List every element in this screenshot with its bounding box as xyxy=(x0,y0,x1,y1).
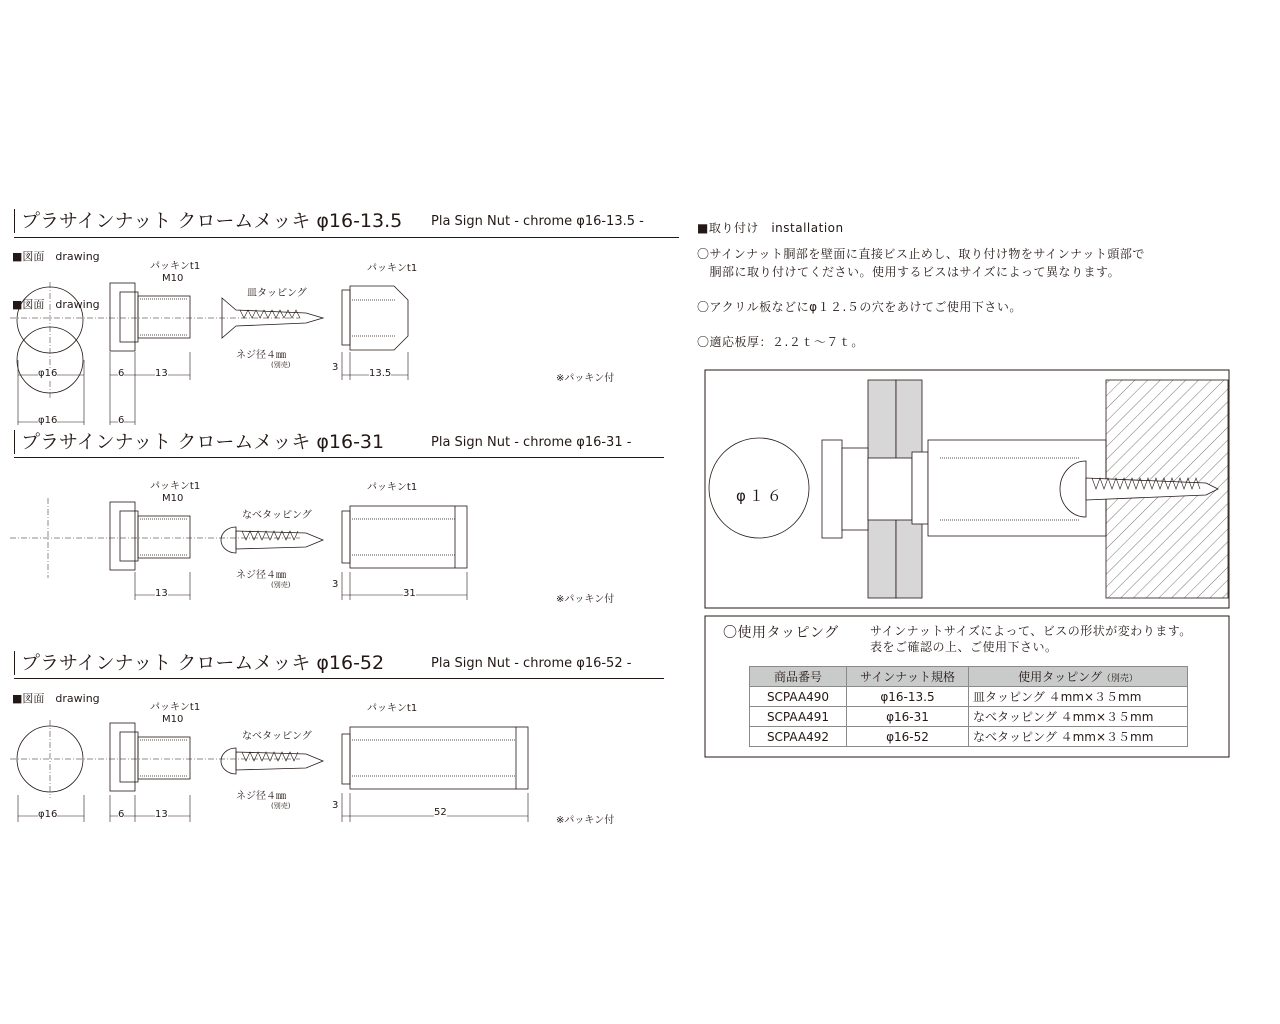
s1-dim-phi: φ16 xyxy=(38,368,58,379)
tapping-desc1: サインナットサイズによって、ビスの形状が変わります。 xyxy=(870,624,1192,638)
col-header-tapping xyxy=(969,667,1188,687)
s1-side-view xyxy=(110,283,190,351)
s3-screw-name: なべタッピング xyxy=(242,731,312,742)
s1-dim-len: 13.5 xyxy=(369,368,392,379)
s2-screw-dia: ネジ径４㎜ xyxy=(236,570,286,581)
section1-title-en: Pla Sign Nut - chrome φ16-13.5 - xyxy=(431,214,644,229)
s1-screw-name: 皿タッピング xyxy=(247,288,307,299)
installation-line2: 胴部に取り付けてください。使用するビスはサイズによって異なります。 xyxy=(697,265,1121,279)
section1-underline xyxy=(14,237,679,238)
s3-packing-right: パッキンt1 xyxy=(367,703,418,714)
section3-drawing-label: ■図面 drawing xyxy=(12,692,100,705)
col-header-note: （別売） xyxy=(1101,674,1138,684)
section2-drawing xyxy=(10,498,467,600)
s2-dim-len: 31 xyxy=(403,588,416,599)
s2-packing-left: パッキンt1 xyxy=(150,481,201,492)
cell-tapping: なべタッピング ４mm×３５mm xyxy=(969,727,1188,747)
table-row xyxy=(750,687,1188,707)
cell-tapping: なべタッピング ４mm×３５mm xyxy=(969,707,1188,727)
installation-line3: 〇アクリル板などにφ１２.５の穴をあけてご使用下さい。 xyxy=(697,300,1022,314)
s1-dim-3: 3 xyxy=(332,362,339,373)
s3-dim-6: 6 xyxy=(118,809,125,820)
s2-dim-3: 3 xyxy=(332,579,339,590)
s1-packing-left: パッキンt1 xyxy=(150,261,201,272)
section1-title: プラサインナット クロームメッキ φ16-13.5 xyxy=(14,209,402,233)
s3-note: ※パッキン付 xyxy=(556,815,615,826)
section3-underline xyxy=(14,678,664,679)
s3-dim-phi: φ16 xyxy=(38,809,58,820)
s1-packing-right: パッキンt1 xyxy=(367,263,418,274)
cell-tapping: 皿タッピング ４mm×３５mm xyxy=(969,687,1188,707)
s3-side-view xyxy=(110,723,190,791)
tapping-table xyxy=(749,666,1188,747)
col-header-product: 商品番号 xyxy=(750,667,847,687)
s2-thread-label: M10 xyxy=(162,493,184,504)
installation-heading: ■取り付け installation xyxy=(697,221,844,235)
section2-underline xyxy=(14,457,664,458)
s1-dim-6: 6 xyxy=(118,368,125,379)
s3-pan-screw xyxy=(221,748,323,774)
s2-nut-body xyxy=(342,506,467,568)
s3-dim-3: 3 xyxy=(332,800,339,811)
tapping-desc2: 表をご確認の上、ご使用下さい。 xyxy=(870,640,1058,654)
install-diagram-phi: φ１６ xyxy=(736,487,785,505)
s3-dim-len: 52 xyxy=(434,807,447,818)
s1-note: ※パッキン付 xyxy=(556,373,615,384)
cell-product: SCPAA491 xyxy=(750,707,847,727)
section3-title-en: Pla Sign Nut - chrome φ16-52 - xyxy=(431,656,632,671)
cell-product: SCPAA492 xyxy=(750,727,847,747)
s2-dim-13: 13 xyxy=(155,588,168,599)
s1-flat-screw xyxy=(222,298,323,338)
s2-sold-sep: (別売) xyxy=(271,581,291,589)
s2-pan-screw xyxy=(221,527,323,553)
s1-dim-13: 13 xyxy=(155,368,168,379)
cell-spec: φ16-31 xyxy=(847,707,969,727)
s3-sold-sep: (別売) xyxy=(271,802,291,810)
s3-packing-left: パッキンt1 xyxy=(150,702,201,713)
s3-screw-dia: ネジ径４㎜ xyxy=(236,791,286,802)
cell-spec: φ16-52 xyxy=(847,727,969,747)
s2-note: ※パッキン付 xyxy=(556,594,615,605)
table-row xyxy=(750,707,1188,727)
section2-title-en: Pla Sign Nut - chrome φ16-31 - xyxy=(431,435,632,450)
table-row xyxy=(750,727,1188,747)
section3-title: プラサインナット クロームメッキ φ16-52 xyxy=(14,651,384,675)
table-header-row xyxy=(750,667,1188,687)
col-header-spec: サインナット規格 xyxy=(847,667,969,687)
s1-overlay-phi: φ16 xyxy=(38,415,58,426)
s3-thread-label: M10 xyxy=(162,714,184,725)
s2-screw-name: なべタッピング xyxy=(242,510,312,521)
s1-screw-dia: ネジ径４㎜ xyxy=(236,350,286,361)
s1-overlay-6: 6 xyxy=(118,415,125,426)
s1-sold-sep: (別売) xyxy=(271,361,291,369)
cell-spec: φ16-13.5 xyxy=(847,687,969,707)
col-header-tapping-text: 使用タッピング xyxy=(1018,670,1102,684)
s2-side-view xyxy=(110,502,190,570)
installation-line4: 〇適応板厚：２.２ｔ～７ｔ。 xyxy=(697,335,864,349)
s2-packing-right: パッキンt1 xyxy=(367,482,418,493)
s1-nut-body xyxy=(342,286,408,350)
s3-nut-body xyxy=(342,727,528,789)
section1-drawing-label-overlay: ■図面 drawing xyxy=(12,298,100,311)
cell-product: SCPAA490 xyxy=(750,687,847,707)
section2-title: プラサインナット クロームメッキ φ16-31 xyxy=(14,430,384,454)
tapping-title: 〇使用タッピング xyxy=(723,625,839,641)
s1-thread-label: M10 xyxy=(162,273,184,284)
installation-line1: 〇サインナット胴部を壁面に直接ビス止めし、取り付け物をサインナット頭部で xyxy=(697,247,1145,261)
section1-drawing-label: ■図面 drawing xyxy=(12,250,100,263)
s3-dim-13: 13 xyxy=(155,809,168,820)
